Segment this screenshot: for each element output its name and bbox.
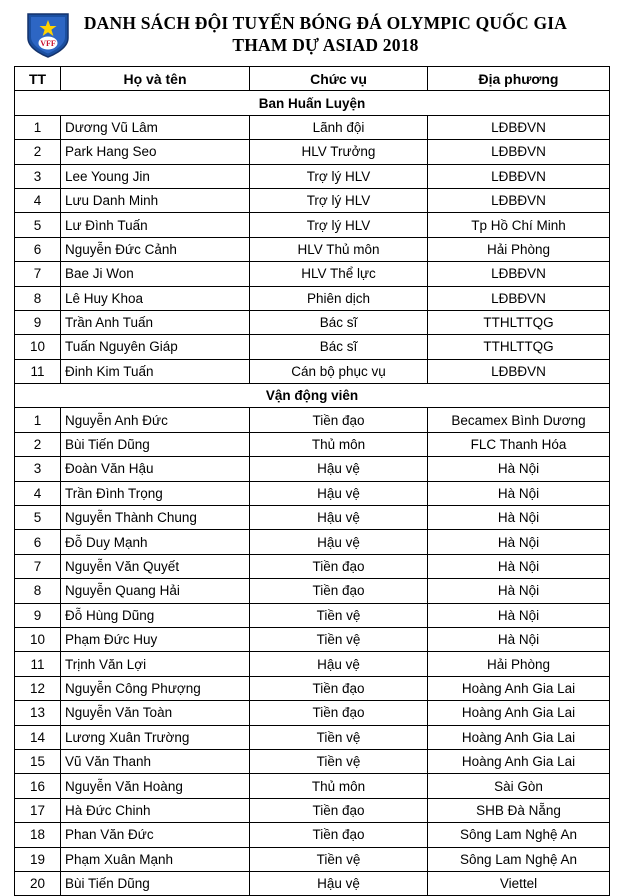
table-row xyxy=(15,627,610,651)
cell-local: LĐBĐVN xyxy=(428,140,610,164)
cell-role: Hậu vệ xyxy=(250,530,428,554)
cell-role: Lãnh đội xyxy=(250,115,428,139)
section-title: Vận động viên xyxy=(15,384,610,408)
page-title xyxy=(82,13,609,57)
cell-role: HLV Thủ môn xyxy=(250,237,428,261)
cell-tt: 14 xyxy=(15,725,61,749)
cell-tt: 18 xyxy=(15,823,61,847)
cell-local: Hoàng Anh Gia Lai xyxy=(428,701,610,725)
table-row xyxy=(15,603,610,627)
table-body xyxy=(15,91,610,896)
cell-tt: 2 xyxy=(15,432,61,456)
cell-role: Tiền đạo xyxy=(250,676,428,700)
cell-tt: 12 xyxy=(15,676,61,700)
cell-tt: 13 xyxy=(15,701,61,725)
cell-local: LĐBĐVN xyxy=(428,262,610,286)
table-row xyxy=(15,701,610,725)
cell-local: Hà Nội xyxy=(428,603,610,627)
table-row xyxy=(15,237,610,261)
column-header-name: Họ và tên xyxy=(61,67,250,91)
table-row xyxy=(15,676,610,700)
cell-name: Đinh Kim Tuấn xyxy=(61,359,250,383)
column-header-role: Chức vụ xyxy=(250,67,428,91)
cell-tt: 10 xyxy=(15,627,61,651)
cell-tt: 6 xyxy=(15,530,61,554)
table-row xyxy=(15,408,610,432)
table-header-row xyxy=(15,67,610,91)
table-row xyxy=(15,262,610,286)
table-row xyxy=(15,432,610,456)
cell-local: LĐBĐVN xyxy=(428,188,610,212)
cell-role: Tiền vệ xyxy=(250,749,428,773)
cell-role: Tiền đạo xyxy=(250,701,428,725)
roster-table xyxy=(14,66,610,896)
table-row xyxy=(15,530,610,554)
cell-name: Phan Văn Đức xyxy=(61,823,250,847)
table-row xyxy=(15,579,610,603)
column-header-locality: Địa phương xyxy=(428,67,610,91)
table-row xyxy=(15,213,610,237)
cell-local: Hải Phòng xyxy=(428,652,610,676)
cell-name: Bùi Tiến Dũng xyxy=(61,432,250,456)
cell-tt: 9 xyxy=(15,603,61,627)
cell-name: Nguyễn Thành Chung xyxy=(61,506,250,530)
cell-role: Tiền vệ xyxy=(250,627,428,651)
cell-tt: 15 xyxy=(15,749,61,773)
cell-tt: 4 xyxy=(15,481,61,505)
cell-local: LĐBĐVN xyxy=(428,286,610,310)
table-row xyxy=(15,164,610,188)
svg-text:VFF: VFF xyxy=(40,39,56,48)
cell-role: Bác sĩ xyxy=(250,310,428,334)
cell-local: Hoàng Anh Gia Lai xyxy=(428,725,610,749)
table-row xyxy=(15,749,610,773)
cell-tt: 9 xyxy=(15,310,61,334)
cell-name: Tuấn Nguyên Giáp xyxy=(61,335,250,359)
cell-tt: 5 xyxy=(15,213,61,237)
table-row xyxy=(15,335,610,359)
cell-role: Cán bộ phục vụ xyxy=(250,359,428,383)
cell-tt: 20 xyxy=(15,871,61,895)
cell-local: Tp Hồ Chí Minh xyxy=(428,213,610,237)
cell-name: Phạm Xuân Mạnh xyxy=(61,847,250,871)
cell-tt: 11 xyxy=(15,359,61,383)
cell-local: Hà Nội xyxy=(428,481,610,505)
section-header-row xyxy=(15,384,610,408)
table-row xyxy=(15,554,610,578)
cell-local: Becamex Bình Dương xyxy=(428,408,610,432)
cell-name: Park Hang Seo xyxy=(61,140,250,164)
cell-tt: 11 xyxy=(15,652,61,676)
cell-local: Hoàng Anh Gia Lai xyxy=(428,676,610,700)
cell-local: SHB Đà Nẵng xyxy=(428,798,610,822)
cell-role: Phiên dịch xyxy=(250,286,428,310)
cell-local: TTHLTTQG xyxy=(428,335,610,359)
cell-name: Dương Vũ Lâm xyxy=(61,115,250,139)
table-row xyxy=(15,188,610,212)
cell-tt: 6 xyxy=(15,237,61,261)
cell-role: Trợ lý HLV xyxy=(250,188,428,212)
cell-tt: 1 xyxy=(15,115,61,139)
cell-name: Nguyễn Văn Quyết xyxy=(61,554,250,578)
table-row xyxy=(15,725,610,749)
cell-name: Đoàn Văn Hậu xyxy=(61,457,250,481)
cell-role: Tiền đạo xyxy=(250,798,428,822)
cell-local: Hoàng Anh Gia Lai xyxy=(428,749,610,773)
cell-name: Lương Xuân Trường xyxy=(61,725,250,749)
cell-name: Vũ Văn Thanh xyxy=(61,749,250,773)
cell-tt: 16 xyxy=(15,774,61,798)
cell-role: Bác sĩ xyxy=(250,335,428,359)
table-row xyxy=(15,798,610,822)
cell-role: Hậu vệ xyxy=(250,871,428,895)
section-header-row xyxy=(15,91,610,115)
cell-role: Tiền đạo xyxy=(250,408,428,432)
cell-name: Phạm Đức Huy xyxy=(61,627,250,651)
cell-role: Thủ môn xyxy=(250,774,428,798)
cell-name: Nguyễn Văn Toàn xyxy=(61,701,250,725)
table-row xyxy=(15,140,610,164)
cell-name: Nguyễn Anh Đức xyxy=(61,408,250,432)
cell-tt: 5 xyxy=(15,506,61,530)
cell-local: Hà Nội xyxy=(428,457,610,481)
table-row xyxy=(15,506,610,530)
cell-tt: 8 xyxy=(15,286,61,310)
cell-local: Hải Phòng xyxy=(428,237,610,261)
cell-name: Nguyễn Quang Hải xyxy=(61,579,250,603)
table-row xyxy=(15,457,610,481)
cell-role: Hậu vệ xyxy=(250,457,428,481)
cell-tt: 4 xyxy=(15,188,61,212)
table-row xyxy=(15,359,610,383)
cell-role: Thủ môn xyxy=(250,432,428,456)
cell-name: Lư Đình Tuấn xyxy=(61,213,250,237)
cell-role: Hậu vệ xyxy=(250,481,428,505)
cell-tt: 1 xyxy=(15,408,61,432)
table-row xyxy=(15,847,610,871)
cell-name: Nguyễn Công Phượng xyxy=(61,676,250,700)
cell-local: Hà Nội xyxy=(428,579,610,603)
table-row xyxy=(15,823,610,847)
title-line-1: DANH SÁCH ĐỘI TUYỂN BÓNG ĐÁ OLYMPIC QUỐC GIA xyxy=(83,13,568,34)
cell-role: Trợ lý HLV xyxy=(250,213,428,237)
cell-local: Sài Gòn xyxy=(428,774,610,798)
cell-role: Tiền vệ xyxy=(250,603,428,627)
cell-role: HLV Trưởng xyxy=(250,140,428,164)
cell-local: TTHLTTQG xyxy=(428,310,610,334)
table-row xyxy=(15,652,610,676)
table-row xyxy=(15,481,610,505)
cell-role: Tiền đạo xyxy=(250,823,428,847)
vff-federation-logo xyxy=(24,10,72,60)
cell-local: Hà Nội xyxy=(428,554,610,578)
cell-tt: 7 xyxy=(15,262,61,286)
cell-tt: 17 xyxy=(15,798,61,822)
cell-name: Đỗ Duy Mạnh xyxy=(61,530,250,554)
cell-local: Sông Lam Nghệ An xyxy=(428,847,610,871)
cell-role: Tiền đạo xyxy=(250,579,428,603)
cell-tt: 10 xyxy=(15,335,61,359)
cell-tt: 8 xyxy=(15,579,61,603)
cell-name: Bùi Tiến Dũng xyxy=(61,871,250,895)
cell-name: Nguyễn Văn Hoàng xyxy=(61,774,250,798)
cell-tt: 2 xyxy=(15,140,61,164)
column-header-tt: TT xyxy=(15,67,61,91)
cell-tt: 3 xyxy=(15,457,61,481)
cell-name: Bae Ji Won xyxy=(61,262,250,286)
cell-name: Lưu Danh Minh xyxy=(61,188,250,212)
cell-local: Viettel xyxy=(428,871,610,895)
cell-name: Đỗ Hùng Dũng xyxy=(61,603,250,627)
cell-name: Lee Young Jin xyxy=(61,164,250,188)
cell-tt: 3 xyxy=(15,164,61,188)
cell-role: Hậu vệ xyxy=(250,652,428,676)
cell-role: HLV Thể lực xyxy=(250,262,428,286)
cell-role: Tiền vệ xyxy=(250,725,428,749)
cell-local: Sông Lam Nghệ An xyxy=(428,823,610,847)
title-line-2: THAM DỰ ASIAD 2018 xyxy=(232,35,419,55)
cell-local: LĐBĐVN xyxy=(428,359,610,383)
document-header xyxy=(14,6,609,66)
cell-local: Hà Nội xyxy=(428,530,610,554)
table-header xyxy=(15,67,610,91)
cell-role: Tiền đạo xyxy=(250,554,428,578)
cell-name: Hà Đức Chinh xyxy=(61,798,250,822)
table-row xyxy=(15,115,610,139)
cell-name: Lê Huy Khoa xyxy=(61,286,250,310)
cell-tt: 19 xyxy=(15,847,61,871)
table-row xyxy=(15,774,610,798)
cell-local: LĐBĐVN xyxy=(428,115,610,139)
cell-local: LĐBĐVN xyxy=(428,164,610,188)
cell-name: Nguyễn Đức Cảnh xyxy=(61,237,250,261)
cell-tt: 7 xyxy=(15,554,61,578)
table-row xyxy=(15,871,610,895)
cell-name: Trịnh Văn Lợi xyxy=(61,652,250,676)
cell-name: Trần Anh Tuấn xyxy=(61,310,250,334)
cell-role: Trợ lý HLV xyxy=(250,164,428,188)
cell-local: Hà Nội xyxy=(428,627,610,651)
cell-name: Trần Đình Trọng xyxy=(61,481,250,505)
cell-role: Hậu vệ xyxy=(250,506,428,530)
cell-local: FLC Thanh Hóa xyxy=(428,432,610,456)
section-title: Ban Huấn Luyện xyxy=(15,91,610,115)
cell-role: Tiền vệ xyxy=(250,847,428,871)
table-row xyxy=(15,310,610,334)
table-row xyxy=(15,286,610,310)
cell-local: Hà Nội xyxy=(428,506,610,530)
